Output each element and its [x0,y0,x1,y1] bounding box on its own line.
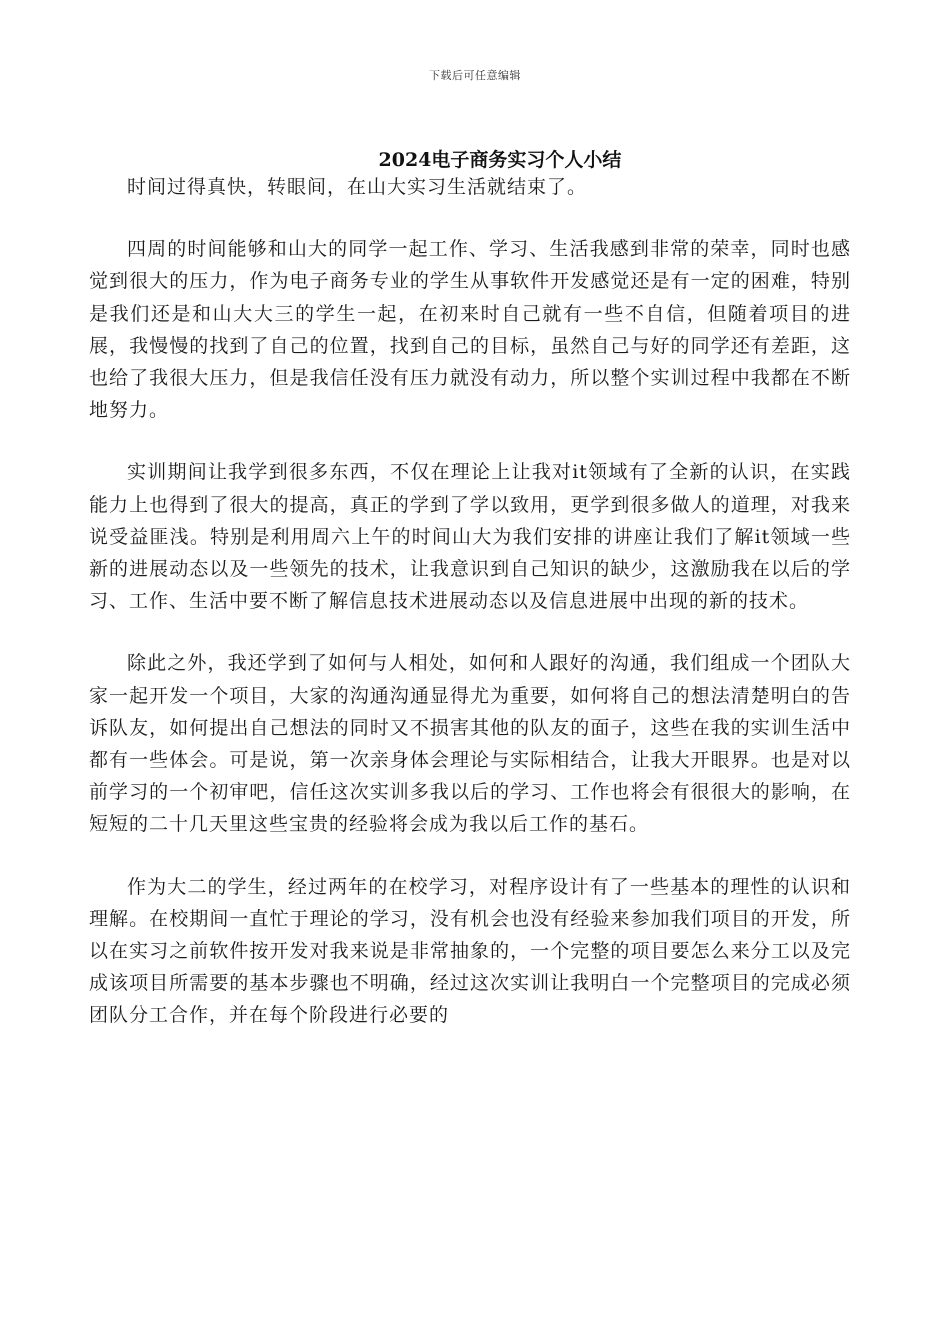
paragraph-4: 除此之外，我还学到了如何与人相处，如何和人跟好的沟通，我们组成一个团队大家一起开发一个项目，大家的沟通沟通显得尤为重要，如何将自己的想法清楚明白的告诉队友，如何提出自己想法的同时又不损害其他的队友的面子，这些在我的实训生活中都有一些体会。可是说，第一次亲身体会理论与实际相结合，让我大开眼界。也是对以前学习的一个初审吧，信任这次实训多我以后的学习、工作也将会有很很大的影响，在短短的二十几天里这些宝贵的经验将会成为我以后工作的基石。 [89,652,851,836]
document-body [89,171,851,1062]
document-title: 2024电子商务实习个人小结 [378,149,622,171]
paragraph-2: 四周的时间能够和山大的同学一起工作、学习、生活我感到非常的荣幸，同时也感觉到很大的压力，作为电子商务专业的学生从事软件开发感觉还是有一定的困难，特别是我们还是和山大大三的学生一起，在初来时自己就有一些不自信，但随着项目的进展，我慢慢的找到了自己的位置，找到自己的目标，虽然自己与好的同学还有差距，这也给了我很大压力，但是我信任没有压力就没有动力，所以整个实训过程中我都在不断地努力。 [89,238,851,422]
paragraph-1: 时间过得真快，转眼间，在山大实习生活就结束了。 [127,176,588,198]
paragraph-5: 作为大二的学生，经过两年的在校学习，对程序设计有了一些基本的理性的认识和理解。在校期间一直忙于理论的学习，没有机会也没有经验来参加我们项目的开发，所以在实习之前软件按开发对我来说是非常抽象的，一个完整的项目要怎么来分工以及完成该项目所需要的基本步骤也不明确，经过这次实训让我明白一个完整项目的完成必须团队分工合作，并在每个阶段进行必要的 [89,875,851,1027]
header-note: 下载后可任意编辑 [429,69,521,82]
paragraph-3: 实训期间让我学到很多东西，不仅在理论上让我对it领域有了全新的认识，在实践能力上也得到了很大的提高，真正的学到了学以致用，更学到很多做人的道理，对我来说受益匪浅。特别是利用周六上午的时间山大为我们安排的讲座让我们了解it领域一些新的进展动态以及一些领先的技术，让我意识到自己知识的缺少，这激励我在以后的学习、工作、生活中要不断了解信息技术进展动态以及信息进展中出现的新的技术。 [89,461,851,613]
